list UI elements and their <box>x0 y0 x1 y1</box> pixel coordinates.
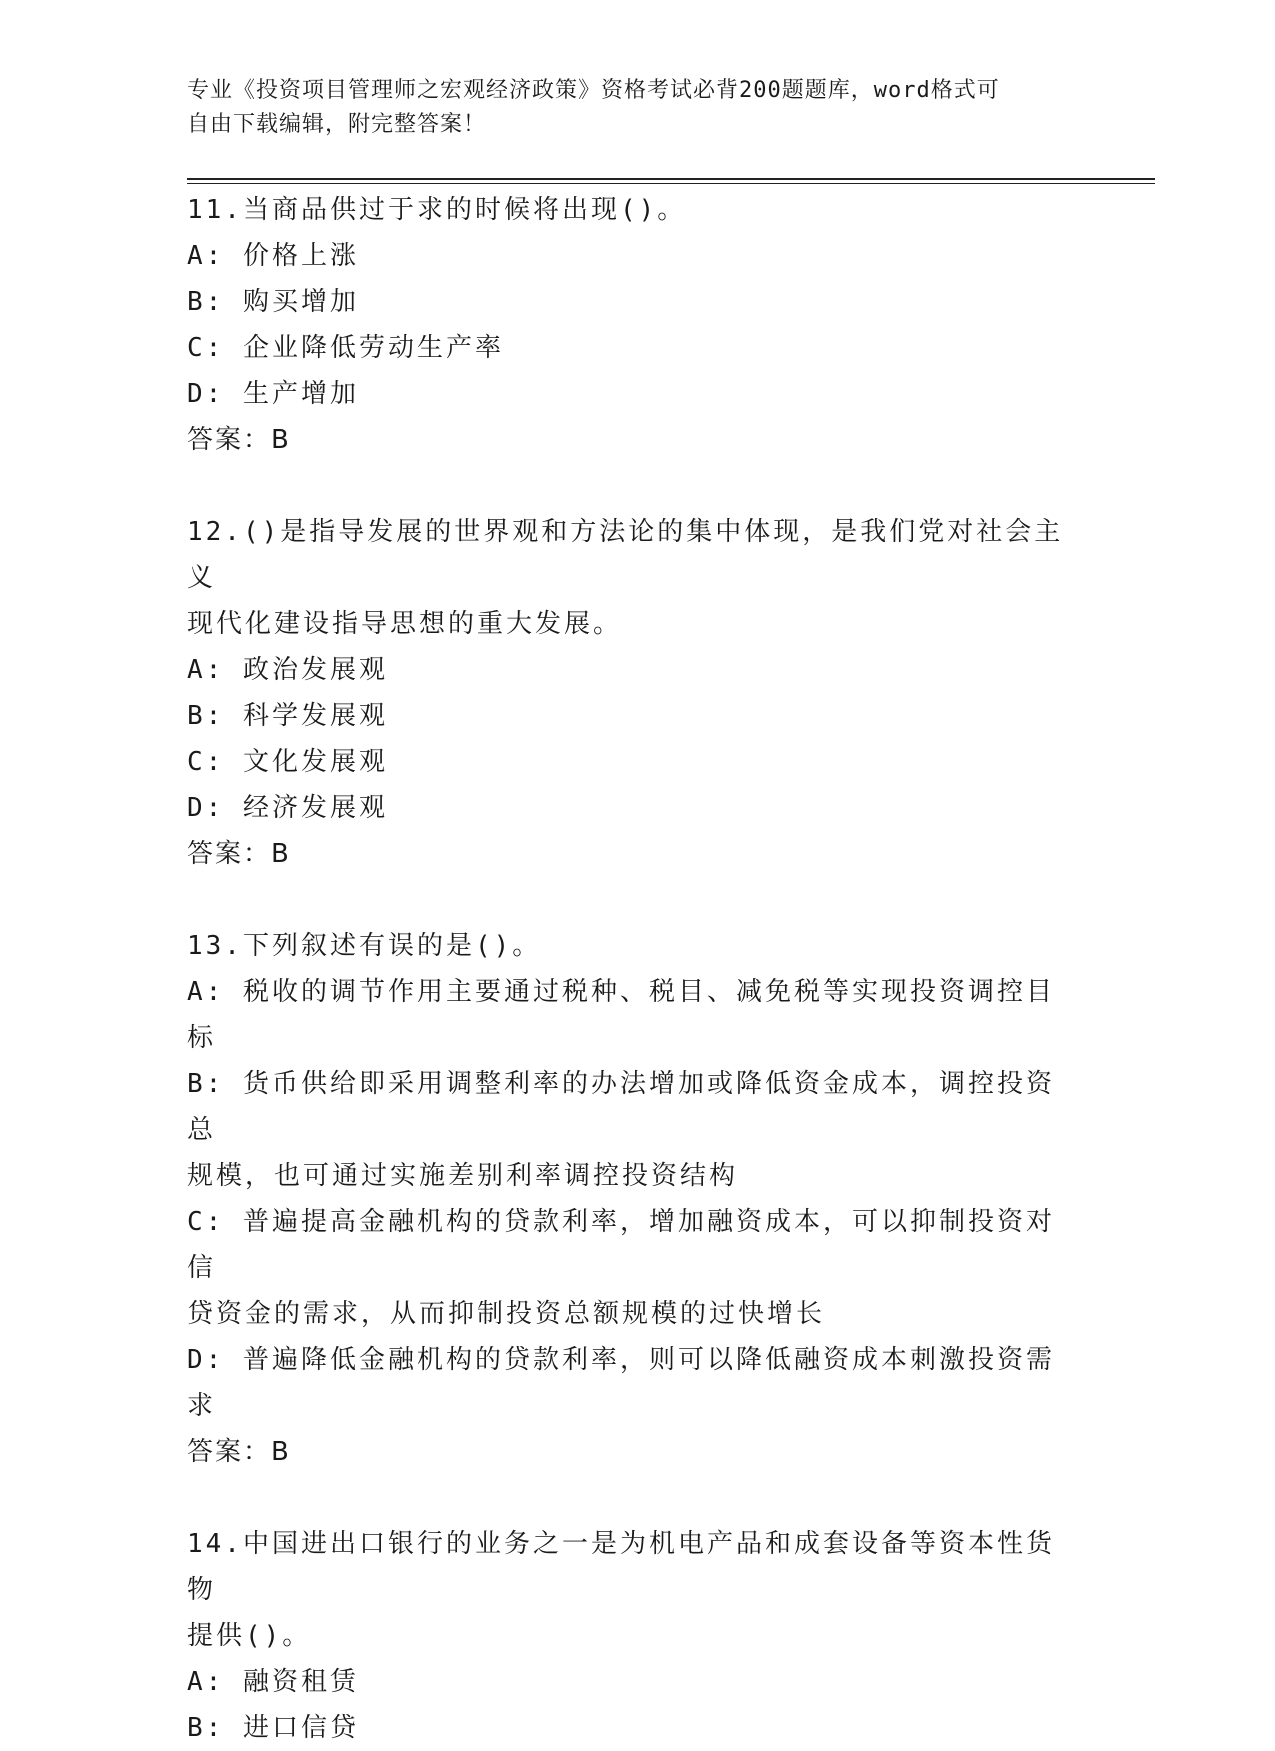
question-stem: 13.下列叙述有误的是()。 <box>187 931 542 961</box>
option-c: C: 企业降低劳动生产率 <box>187 333 504 363</box>
question-stem-cont: 提供()。 <box>187 1621 312 1651</box>
option-d: D: 普遍降低金融机构的贷款利率，则可以降低融资成本刺激投资需求 <box>187 1345 1055 1421</box>
option-d: D: 生产增加 <box>187 379 359 409</box>
header-line: 专业《投资项目管理师之宏观经济政策》资格考试必背200题题库，word格式可 <box>187 78 1000 103</box>
answer: 答案：B <box>187 839 291 869</box>
option-a: A: 政治发展观 <box>187 655 388 685</box>
option-a: A: 价格上涨 <box>187 241 359 271</box>
spacer <box>187 463 1077 509</box>
question-stem-cont: 现代化建设指导思想的重大发展。 <box>187 609 623 639</box>
option-b: B: 货币供给即采用调整利率的办法增加或降低资金成本，调控投资总 <box>187 1069 1055 1145</box>
option-c: C: 普遍提高金融机构的贷款利率，增加融资成本，可以抑制投资对信 <box>187 1207 1055 1283</box>
option-b: B: 进口信贷 <box>187 1713 359 1743</box>
spacer <box>187 877 1077 923</box>
option-a: A: 税收的调节作用主要通过税种、税目、减免税等实现投资调控目标 <box>187 977 1055 1053</box>
question-13 <box>187 923 1077 1475</box>
option-c: C: 文化发展观 <box>187 747 388 777</box>
option-b: B: 购买增加 <box>187 287 359 317</box>
option-b-cont: 规模，也可通过实施差别利率调控投资结构 <box>187 1161 739 1191</box>
question-stem: 14.中国进出口银行的业务之一是为机电产品和成套设备等资本性货物 <box>187 1529 1055 1605</box>
question-stem: 12.()是指导发展的世界观和方法论的集中体现，是我们党对社会主义 <box>187 517 1064 593</box>
header-line: 自由下载编辑，附完整答案！ <box>187 112 487 137</box>
document-header <box>187 74 1067 142</box>
question-stem: 11.当商品供过于求的时候将出现()。 <box>187 195 687 225</box>
header-rule <box>187 178 1155 180</box>
answer: 答案：B <box>187 1437 291 1467</box>
question-list <box>187 187 1077 1751</box>
option-c-cont: 贷资金的需求，从而抑制投资总额规模的过快增长 <box>187 1299 826 1329</box>
spacer <box>187 1475 1077 1521</box>
option-b: B: 科学发展观 <box>187 701 388 731</box>
header-rule-thin <box>187 183 1155 184</box>
question-14 <box>187 1521 1077 1751</box>
option-a: A: 融资租赁 <box>187 1667 359 1697</box>
answer: 答案：B <box>187 425 291 455</box>
question-12 <box>187 509 1077 877</box>
question-11 <box>187 187 1077 463</box>
option-d: D: 经济发展观 <box>187 793 388 823</box>
